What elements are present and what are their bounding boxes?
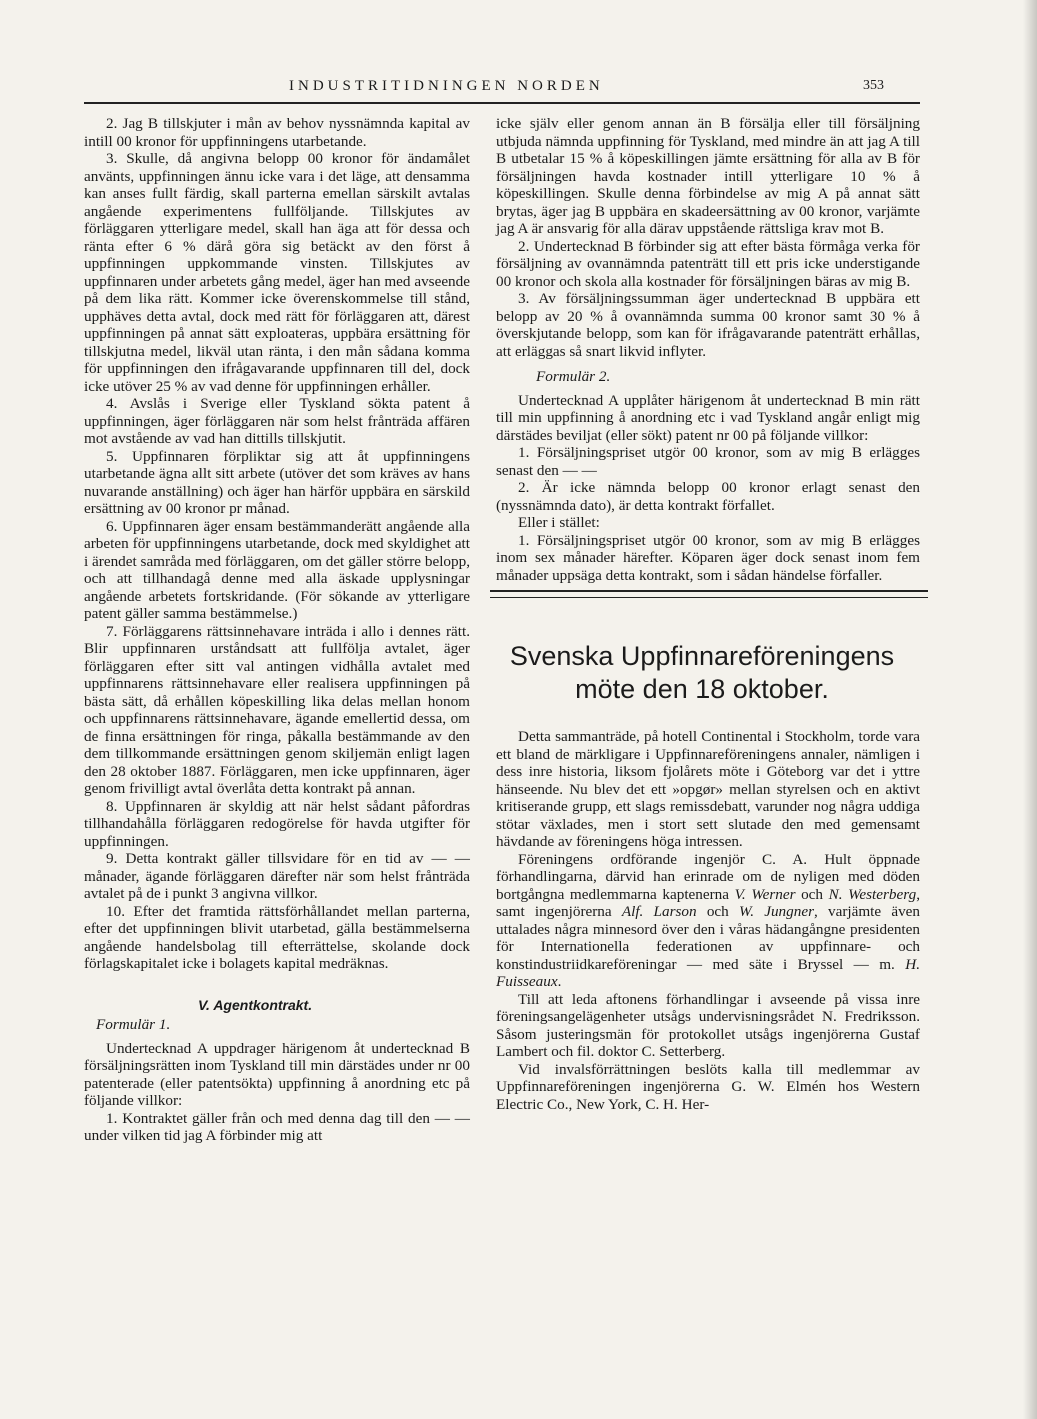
text-run: , varjämte även uttalades några minnesord över den i våras hädangångne presidenten för Internationella federationen av uppfinnare- och konstindustriidkareföreningar — med säte i Bryssel — m. [496,903,921,973]
contract-paragraph: 10. Efter det framtida rättsförhållandet mellan parterna, efter det uppfinningen blivit utarbetad, gälla bestämmelserna angående handelsbolag till efterrättelse, skolande dock förlagskapitalet icke i bolagets kapital medräknas. [84,902,470,972]
contract-paragraph: Undertecknad A upplåter härigenom åt undertecknad B min rätt till min uppfinning å anordning etc i vad Tyskland angår enligt mig därstädes beviljat (eller sökt) patent nr 00 på följande villkor: [496,391,920,444]
contract-paragraph: 3. Av försäljningssumman äger undertecknad B uppbära ett belopp av 20 % å ovannämnda summa 00 kronor samt 30 % å överskjutande belopp, som kan för ifrågavarande patenträtt erhållas, att erläggas så snart likvid inflyter. [496,290,920,360]
text-run: . [557,973,562,990]
left-column [84,115,470,1145]
person-name: N. Westerberg [828,885,917,903]
contract-paragraph: 3. Skulle, då angivna belopp 00 kronor för ändamålet använts, uppfinningen ännu icke vara i det läge, att densamma kan anses fullt färdig, skall parterna emellan särskilt avtalas angående experimentens fullföljande. Tillskjutes av förläggaren ytterligare medel, skall han äga att för dessa och ränta efter 6 % därå göra sig betäckt av den först å uppfinningen uppkommande vinsten. Tillskjutes av uppfinnaren under arbetets gång medel, äger han med avseende på dem lika rätt. Kommer icke överenskommelse till stånd, upphäves detta avtal, dock med rätt för förläggaren att, därest uppfinningen på annat sätt exploateras, uppbära ersättning för tillskjutna medel, likväl utan ränta, i den mån sådana komma för uppfinningen den ifrågavarande uppfinnaren till del, dock icke utöver 25 % av vad denne för uppfinningen erhåller. [84,150,470,395]
running-header [84,78,920,104]
article-paragraph: Vid invalsförrättningen beslöts kalla till medlemmar av Uppfinnareföreningen ingenjörerna G. W. Elmén hos Western Electric Co., New York, C. H. Her- [496,1060,920,1113]
contract-paragraph: 9. Detta kontrakt gäller tillsvidare för en tid av — — månader, ägande förläggaren därefter när som helst frånträda avtalet på de i punkt 3 angivna villkor. [84,850,470,902]
article-paragraph: Detta sammanträde, på hotell Continental i Stockholm, torde vara ett bland de märkligare i Uppfinnareföreningens annaler, nämligen i dess inre historia, liksom fjolårets möte i Göteborg var det i yttre hänseende. Nu blev det ett »opgør» mellan styrelsen och en aktivt kritiserande grupp, ett slags remissdebatt, varunder nog några uddiga stötar växlades, men i stort sett slutade den med gemensamt hävdande av föreningens höga intressen. [496,728,920,850]
contract-paragraph: 1. Försäljningspriset utgör 00 kronor, som av mig B erlägges inom sex månader härefter. Köparen äger dock senast inom fem månader uppsäga detta kontrakt, som i sådan händelse förfaller. [496,531,920,584]
page-number: 353 [863,78,884,93]
person-name: W. Jungner [738,903,814,920]
contract-paragraph: Undertecknad A uppdrager härigenom åt undertecknad B försäljningsrätten inom Tyskland till min därstädes under nr 00 patenterade (eller patentsökta) uppfinning å anordning etc på följande villkor: [84,1039,470,1109]
article-title-line: Svenska Uppfinnareföreningens [509,641,895,671]
person-name: V. Werner [734,885,796,903]
contract-paragraph: 7. Förläggarens rättsinnehavare inträda i allo i dennes rätt. Blir uppfinnaren urståndsatt att fullfölja avtalet, äger förläggaren efter sitt val antingen vidhålla avtalet med uppfinnarens rättsinnehavare eller realisera uppfinningen på bästa sätt, då erhållen köpeskilling lika delas mellan honom och uppfinnarens rättsinnehavare, ägande emellertid dessa, om de finna ersättningen för ringa, påkalla bestämmande av den dem tillkommande ersättningen genom skiljemän enligt lagen den 28 oktober 1887. Förläggaren, men icke uppfinnaren, äger genom frivilligt avtal överlåta detta kontrakt på annan. [84,622,470,797]
text-run: , samt ingenjörerna [496,885,920,920]
article-paragraph: Till att leda aftonens förhandlingar i avseende på vissa inre föreningsangelägenheter utsågs undervisningsrådet N. Fredriksson. Såsom justeringsmän för protokollet utsågs ingenjörerna Gustaf Lambert och fil. doktor C. Setterberg. [496,990,920,1060]
contract-paragraph: 2. Jag B tillskjuter i mån av behov nyssnämnda kapital av intill 00 kronor för uppfinningens utarbetande. [84,115,470,150]
contract-paragraph: 6. Uppfinnaren äger ensam bestämmanderätt angående alla arbeten för uppfinningens utarbetande, dock med skyldighet att i ärendet samråda med förläggaren, om det gäller större belopp, och att tillhandagå denne med alla äskade upplysningar angående arbetets fortskridande. (För sökande av ytterligare patent gäller samma bestämmelse.) [84,517,470,622]
text-run: och [795,885,829,903]
contract-paragraph: 5. Uppfinnaren förpliktar sig att åt uppfinningens utarbetande ägna allt sitt arbete (utöver det som kräves av hans nuvarande anställning) och äger han härför uppbära en särskild ersättning av 00 kronor pr månad. [84,447,470,517]
article-paragraph [496,851,920,991]
contract-paragraph: 2. Undertecknad B förbinder sig att efter bästa förmåga verka för försäljning av ovannämnda patenträtt till ett pris icke understigande 00 kronor och skola alla kostnader för försäljningen bäras av mig B. [496,237,920,290]
person-name: Alf. Larson [621,903,697,920]
right-column [496,115,920,1113]
article-title-line: möte den 18 oktober. [575,674,829,704]
formular-label: Formulär 2. [536,368,611,385]
contract-paragraph: 8. Uppfinnaren är skyldig att när helst sådant påfordras tillhandahålla förläggaren redogörelse för havda utgifter för uppfinningen. [84,797,470,850]
person-name: H. Fuisseaux [496,955,920,990]
contract-paragraph: 4. Avslås i Sverige eller Tyskland sökta patent å uppfinningen, äger förläggaren när som helst frånträda affären mot avstående av vad han dittills tillskjutit. [84,395,470,447]
page-edge-shadow [1023,0,1037,1419]
contract-paragraph: 1. Försäljningspriset utgör 00 kronor, som av mig B erlägges senast den — — [496,444,920,479]
text-run: och [696,903,739,920]
contract-paragraph: Eller i stället: [518,514,600,531]
section-heading: V. Agentkontrakt. [198,996,313,1013]
journal-title: INDUSTRITIDNINGEN NORDEN [289,78,604,94]
article-title [484,640,920,706]
formular-label: Formulär 1. [96,1016,171,1033]
contract-paragraph: 2. Är icke nämnda belopp 00 kronor erlagt senast den (nyssnämnda dato), är detta kontrakt förfallet. [496,479,920,514]
section-divider [490,590,928,598]
contract-paragraph: icke själv eller genom annan än B försälja eller till försäljning utbjuda nämnda uppfinning för Tyskland, med mindre än att jag A till B utbetalar 15 % å köpeskillingen jämte ersättning för alla av B för försäljningen havda kostnader intill ytterligare 10 % å köpeskillingen. Skulle denna förbindelse av mig A på annat sätt brytas, äger jag B uppbära en skadeersättning av 00 kronor, varjämte jag A är ansvarig för alla därav uppstående rättsliga krav mot B. [496,115,920,237]
text-run: Föreningens ordförande ingenjör C. A. Hult öppnade förhandlingarna, därvid han erinrade om de nyligen med döden bortgångna medlemmarna kaptenerna [496,850,920,903]
contract-paragraph: 1. Kontraktet gäller från och med denna dag till den — — under vilken tid jag A förbinder mig att [84,1109,470,1144]
